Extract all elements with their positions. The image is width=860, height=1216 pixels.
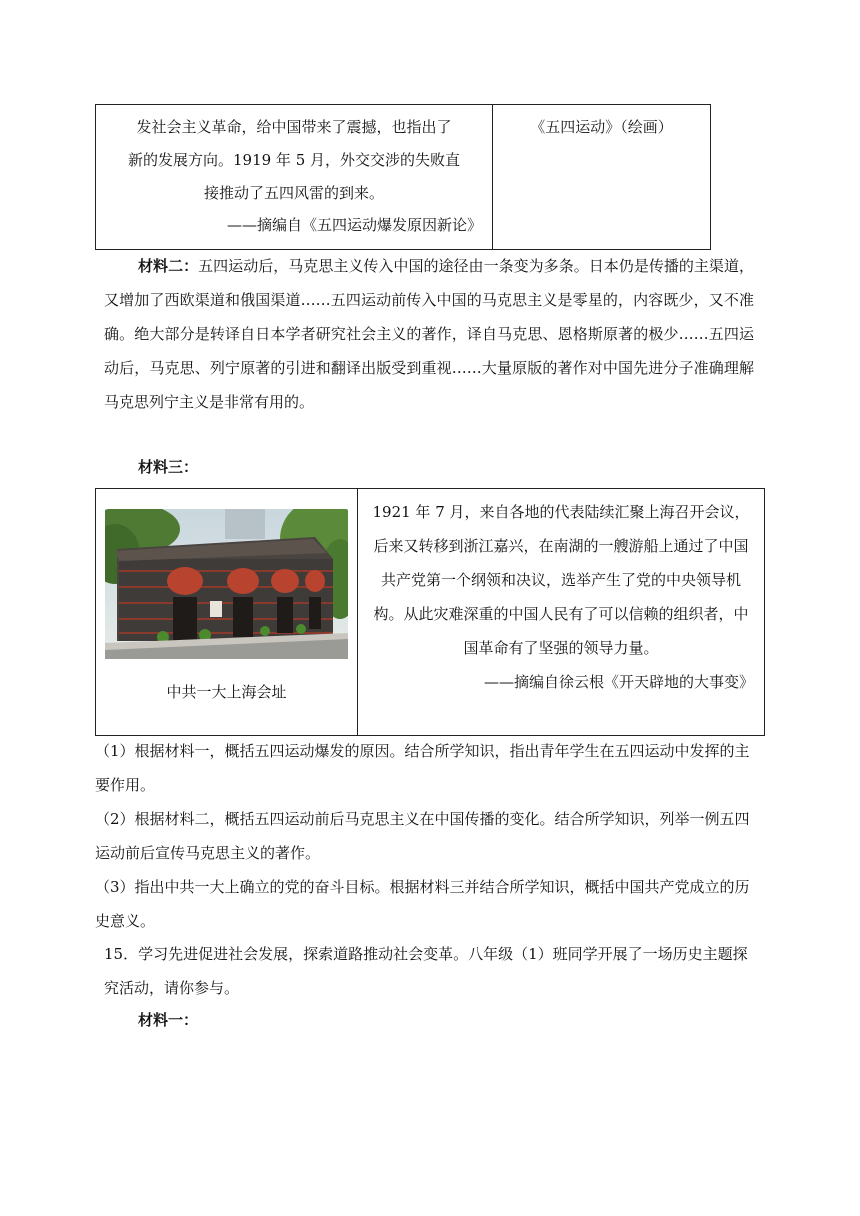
material3-label: 材料三： <box>138 458 199 476</box>
building-illustration <box>105 509 348 659</box>
question-1: （1）根据材料一，概括五四运动爆发的原因。结合所学知识，指出青年学生在五四运动中发挥的主要作用。 <box>95 742 750 794</box>
material1-label: 材料一： <box>138 1011 199 1029</box>
material2-text: 五四运动后，马克思主义传入中国的途径由一条变为多条。日本仍是传播的主渠道，又增加了西欧渠道和俄国渠道……五四运动前传入中国的马克思主义是零星的，内容既少，又不准确。绝大部分是转译自日本学者研究社会主义的著作，译自马克思、恩格斯原著的极少……五四运动后，马克思、列宁原著的引进和翻译出版受到重视……大量原版的著作对中国先进分子准确理解马克思列宁主义是非常有用的。 <box>104 257 754 411</box>
question-15: 15．学习先进促进社会发展，探索道路推动社会变革。八年级（1）班同学开展了一场历史主题探究活动，请你参与。 <box>104 945 748 997</box>
material3-photo-cell <box>96 489 358 735</box>
material1-line: 新的发展方向。1919 年 5 月，外交交涉的失败直 <box>127 151 461 169</box>
material3-text: 1921 年 7 月，来自各地的代表陆续汇聚上海召开会议，后来又转移到浙江嘉兴，在南湖的一艘游船上通过了中国共产党第一个纲领和决议，选举产生了党的中央领导机构。从此灾难深重的中国人民有了可以信赖的组织者，中国革命有了坚强的领导力量。 <box>372 503 750 657</box>
photo-caption: 中共一大上海会址 <box>166 683 287 701</box>
question-2: （2）根据材料二，概括五四运动前后马克思主义在中国传播的变化。结合所学知识，列举一例五四运动前后宣传马克思主义的著作。 <box>95 810 750 862</box>
material1-table <box>95 104 711 250</box>
painting-caption: 《五四运动》（绘画） <box>530 118 673 136</box>
material3-table <box>95 488 765 736</box>
material1-image-cell <box>493 105 710 249</box>
material1-citation: ——摘编自《五四运动爆发原因新论》 <box>226 216 482 234</box>
material3-text-cell <box>358 489 764 735</box>
material1-line: 接推动了五四风雷的到来。 <box>203 184 384 202</box>
question-3: （3）指出中共一大上确立的党的奋斗目标。根据材料三并结合所学知识，概括中国共产党成立的历史意义。 <box>95 878 750 930</box>
material2-label: 材料二： <box>138 257 199 275</box>
material1-label-row <box>104 1003 754 1037</box>
material3-citation: ——摘编自徐云根《开天辟地的大事变》 <box>483 673 754 691</box>
material2-paragraph <box>104 249 754 419</box>
material1-line: 发社会主义革命，给中国带来了震撼，也指出了 <box>136 118 452 136</box>
material1-text-cell <box>96 105 493 249</box>
site-photo <box>105 509 348 659</box>
material3-label-row <box>104 450 754 484</box>
